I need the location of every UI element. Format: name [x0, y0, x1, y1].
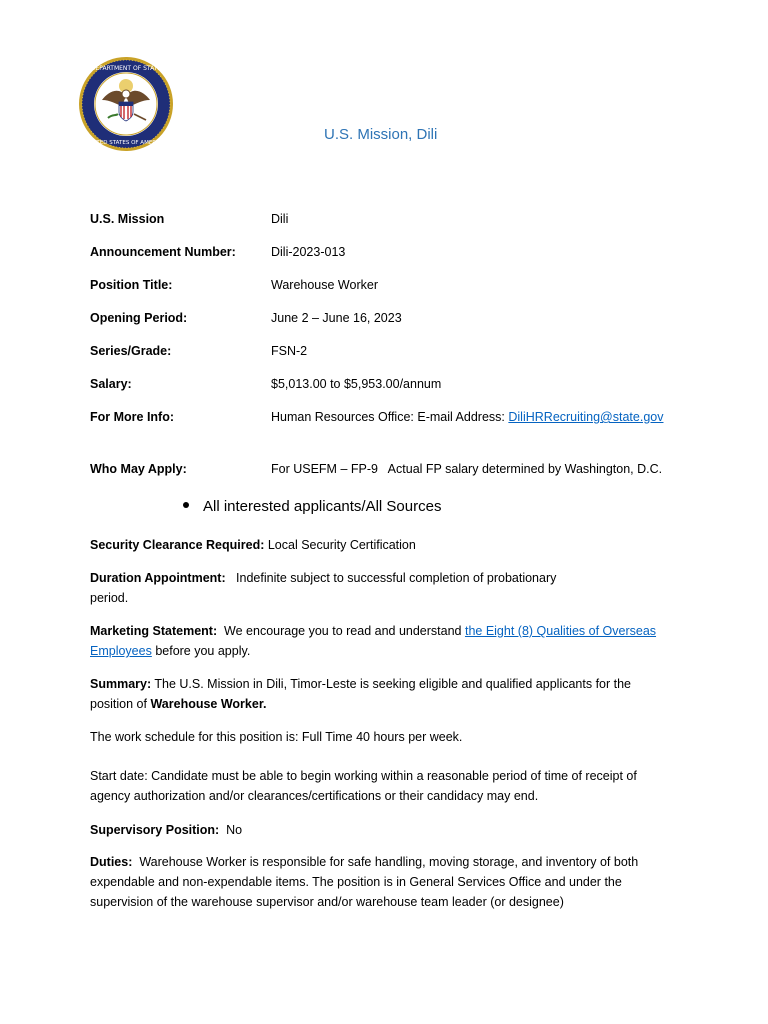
duration-line2: period.: [90, 591, 129, 605]
field-value: June 2 – June 16, 2023: [271, 311, 402, 325]
field-label: Announcement Number:: [90, 245, 236, 259]
supervisory-label: Supervisory Position:: [90, 823, 220, 837]
field-row-opening-period: [90, 311, 710, 331]
seal-ring-top-text: DEPARTMENT OF STATE: [90, 65, 162, 72]
field-value: Warehouse Worker: [271, 278, 378, 292]
marketing-statement: [90, 621, 680, 661]
supervisory-position: [90, 820, 680, 840]
field-label: Position Title:: [90, 278, 173, 292]
summary-position: Warehouse Worker.: [150, 697, 267, 711]
field-label: U.S. Mission: [90, 212, 165, 226]
seal-ring-bottom-text: UNITED STATES OF AMERICA: [86, 140, 166, 146]
field-row-position-title: [90, 278, 710, 298]
field-row-announcement-number: [90, 245, 710, 265]
field-label: Salary:: [90, 377, 132, 391]
field-label: Who May Apply:: [90, 462, 187, 476]
applicants-bullet: [183, 498, 441, 515]
duties-label: Duties:: [90, 855, 133, 869]
field-label: Opening Period:: [90, 311, 188, 325]
marketing-text: We encourage you to read and understand: [217, 624, 465, 638]
bullet-icon: [183, 502, 189, 508]
field-value: Dili-2023-013: [271, 245, 346, 259]
field-row-who-may-apply: [90, 462, 710, 482]
field-value: [271, 410, 663, 424]
bullet-text: All interested applicants/All Sources: [203, 498, 442, 515]
field-row-more-info: [90, 410, 710, 430]
duties: [90, 852, 680, 912]
duration-label: Duration Appointment:: [90, 571, 226, 585]
field-value: For USEFM – FP-9 Actual FP salary determined by Washington, D.C.: [271, 462, 663, 476]
field-label: Series/Grade:: [90, 344, 172, 358]
field-value: FSN-2: [271, 344, 308, 358]
duration-appointment: [90, 568, 680, 608]
duties-line1: Warehouse Worker is responsible for safe handling, moving storage, and inventory of both: [132, 855, 639, 869]
field-row-series-grade: [90, 344, 710, 364]
start-date: [90, 766, 680, 806]
mission-title: U.S. Mission, Dili: [324, 126, 438, 143]
start-date-line1: Start date: Candidate must be able to begin working within a reasonable period of time of receipt of: [90, 769, 637, 783]
field-value: Dili: [271, 212, 289, 226]
duration-line1: Indefinite subject to successful completion of probationary: [225, 571, 557, 585]
summary-line2-prefix: position of: [90, 697, 151, 711]
more-info-prefix: Human Resources Office: E-mail Address:: [271, 410, 509, 424]
field-value: $5,013.00 to $5,953.00/annum: [271, 377, 442, 391]
department-of-state-seal: [78, 56, 174, 152]
marketing-after: before you apply.: [151, 644, 251, 658]
field-row-us-mission: [90, 212, 710, 232]
security-clearance: [90, 535, 680, 555]
summary-label: Summary:: [90, 677, 152, 691]
field-label: For More Info:: [90, 410, 175, 424]
start-date-line2: agency authorization and/or clearances/certifications or their candidacy may end.: [90, 789, 539, 803]
work-schedule: [90, 727, 680, 747]
supervisory-value: No: [219, 823, 243, 837]
security-value: Local Security Certification: [264, 538, 416, 552]
duties-line2: expendable and non-expendable items. The position is in General Services Office and under the: [90, 875, 622, 889]
qualities-link-part2[interactable]: Employees: [90, 644, 152, 658]
field-row-salary: [90, 377, 710, 397]
qualities-link-part1[interactable]: the Eight (8) Qualities of Overseas: [464, 624, 657, 638]
summary: [90, 674, 680, 714]
hr-email-link[interactable]: DiliHRRecruiting@state.gov: [508, 410, 664, 424]
work-schedule-text: The work schedule for this position is: Full Time 40 hours per week.: [90, 730, 463, 744]
marketing-label: Marketing Statement:: [90, 624, 218, 638]
summary-line1: The U.S. Mission in Dili, Timor-Leste is seeking eligible and qualified applicants for the: [151, 677, 632, 691]
duties-line3: supervision of the warehouse supervisor and/or warehouse team leader (or designee): [90, 895, 564, 909]
security-label: Security Clearance Required:: [90, 538, 265, 552]
